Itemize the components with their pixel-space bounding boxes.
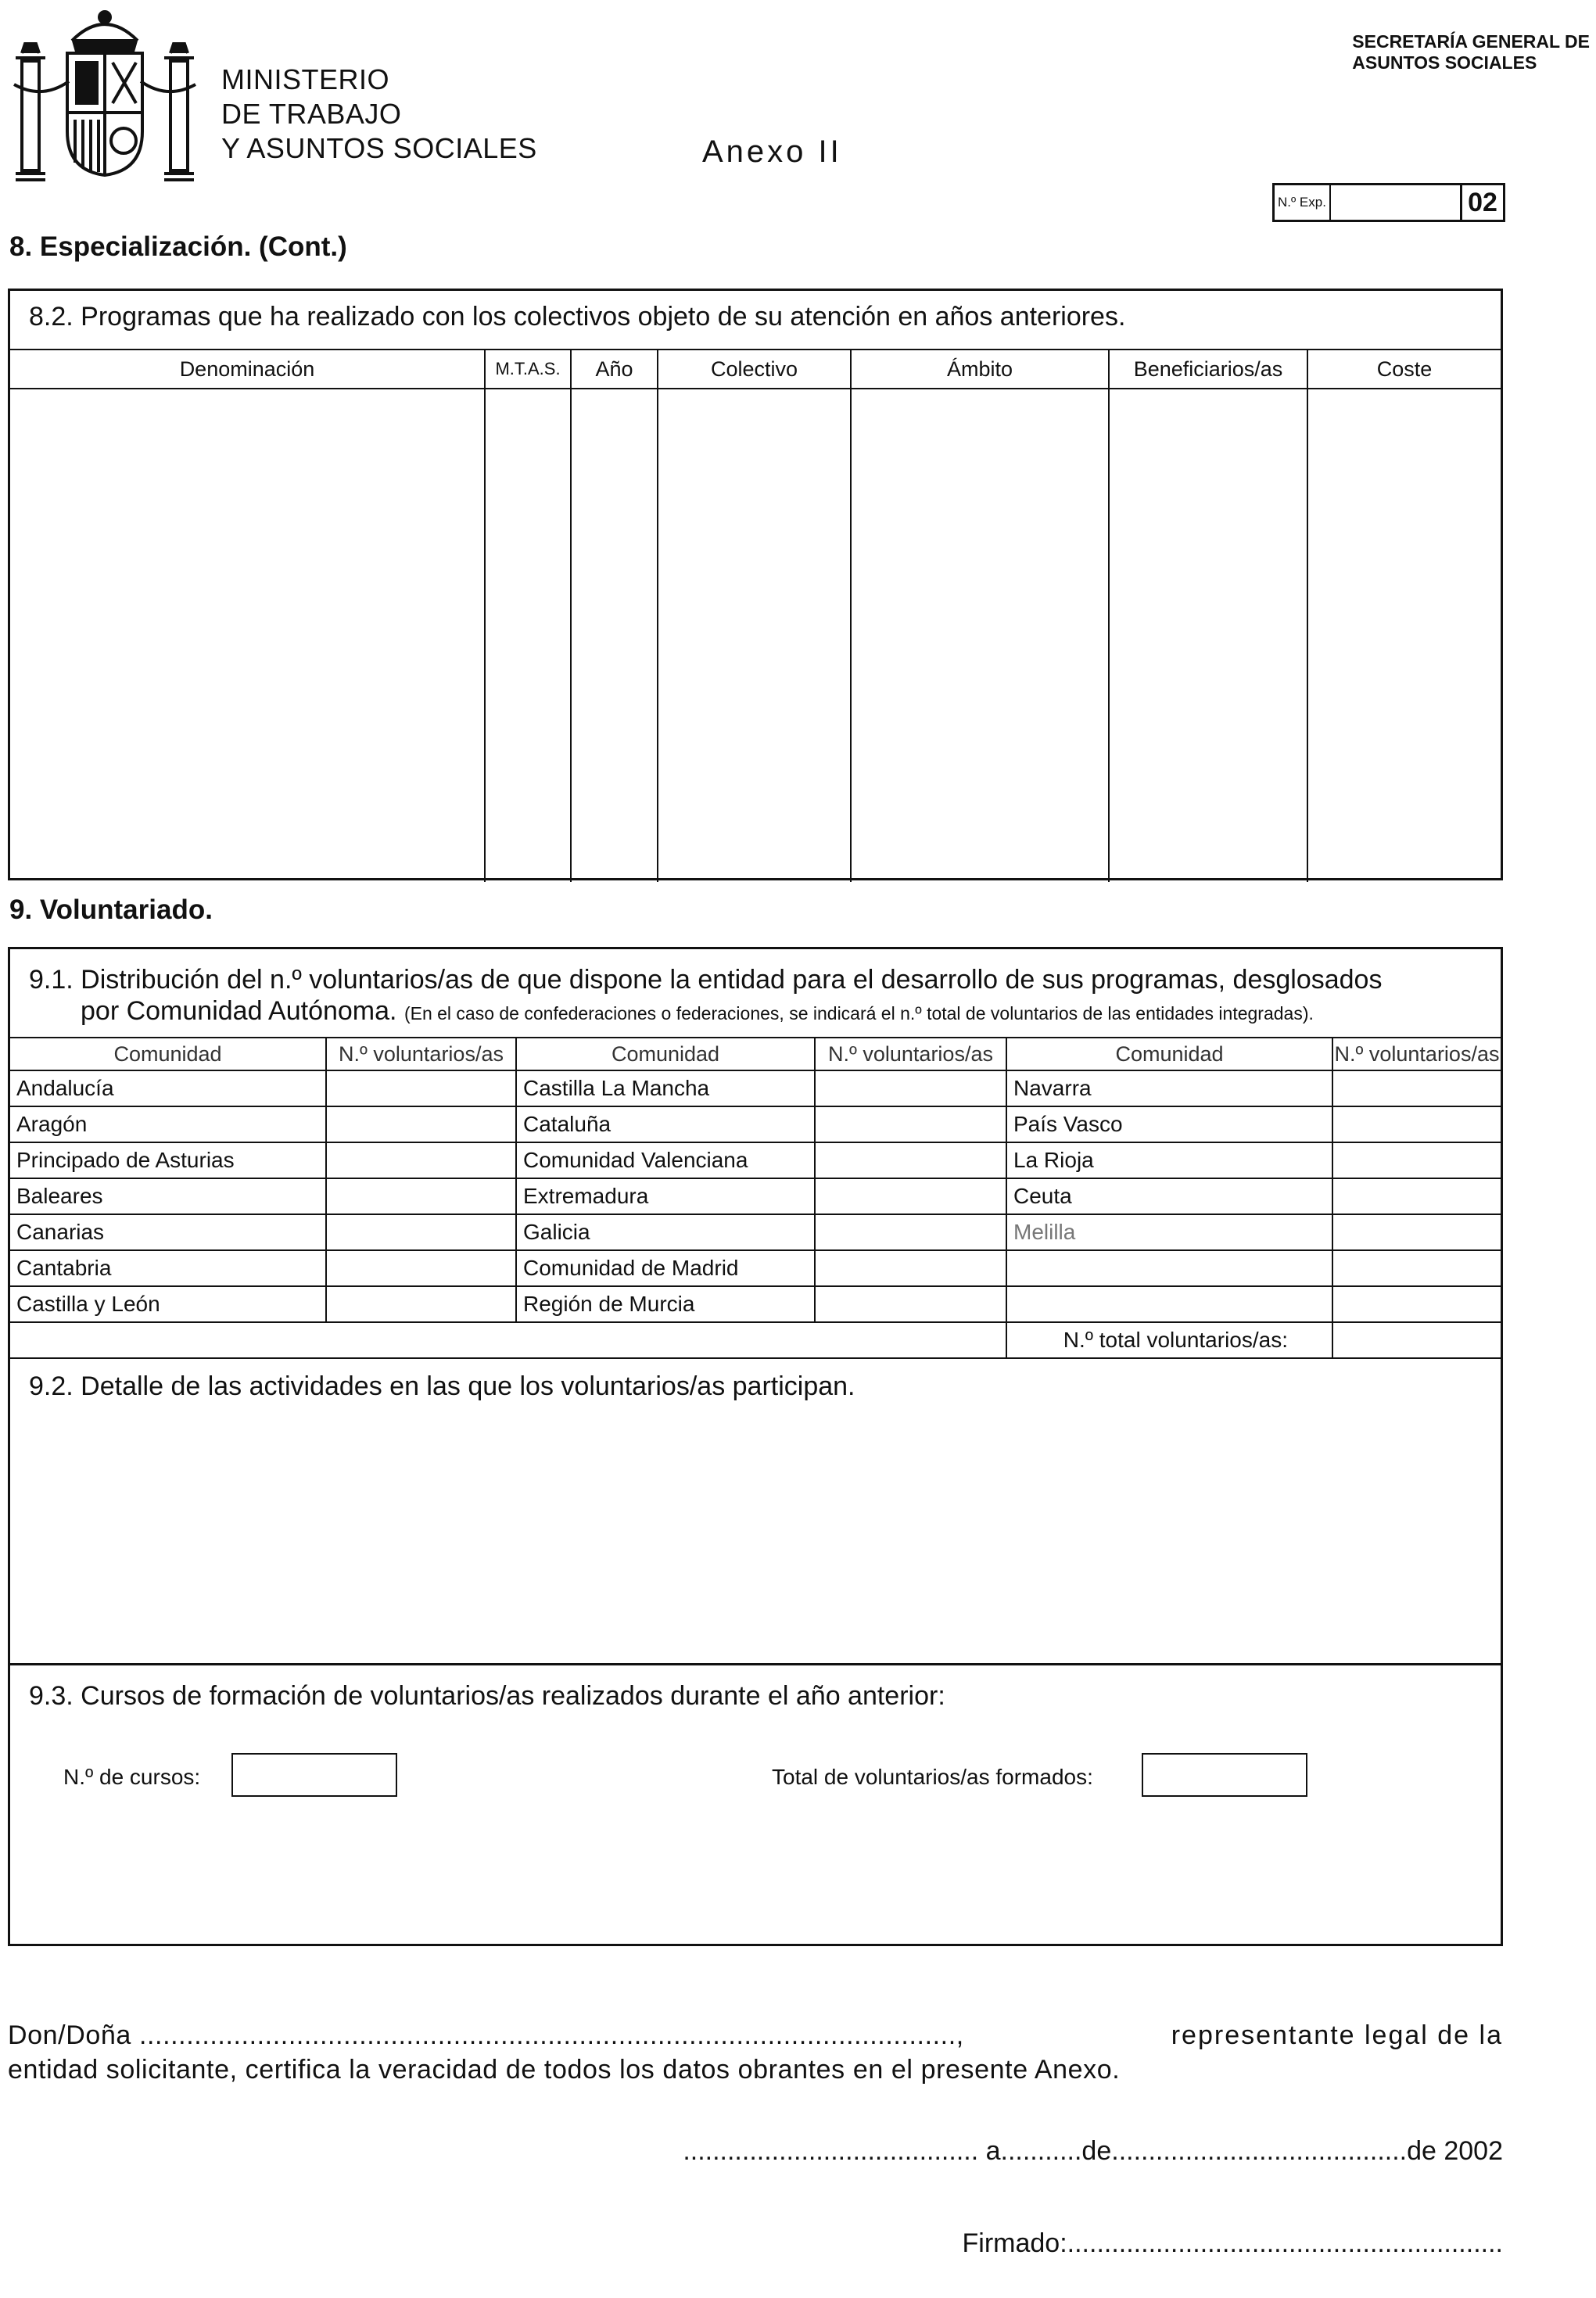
column-header-beneficiarios: Beneficiarios/as: [1109, 350, 1307, 389]
column-header-denominacion: Denominación: [10, 350, 485, 389]
region-name: Canarias: [10, 1214, 326, 1250]
volunteers-total-row: [10, 1322, 1501, 1358]
ministry-name-line-1: MINISTERIO: [221, 63, 390, 95]
programs-table-row: [10, 389, 1501, 882]
volunteer-count-cell[interactable]: [1332, 1178, 1501, 1214]
total-volunteers-cell[interactable]: [1332, 1322, 1501, 1358]
subsection-9-1-title: 9.1. Distribución del n.º voluntarios/as de que dispone la entidad para el desarrollo de sus programas, desglosados: [29, 965, 1383, 995]
certification-role: representante legal de la: [1171, 2020, 1503, 2050]
subsection-divider: [10, 1663, 1501, 1665]
trained-volunteers-label: Total de voluntarios/as formados:: [772, 1765, 1093, 1789]
secretaria-line-2: ASUNTOS SOCIALES: [1352, 52, 1537, 73]
region-name: Región de Murcia: [516, 1286, 815, 1322]
expedient-number-field[interactable]: [1331, 185, 1460, 220]
region-name: Cataluña: [516, 1106, 815, 1142]
column-header-comunidad: Comunidad: [1006, 1038, 1332, 1070]
volunteer-count-cell[interactable]: [1332, 1106, 1501, 1142]
volunteering-box: [8, 947, 1503, 1946]
column-header-comunidad: Comunidad: [516, 1038, 815, 1070]
volunteer-count-cell[interactable]: [326, 1286, 516, 1322]
volunteer-count-cell[interactable]: [326, 1070, 516, 1106]
signature-line: Firmado:...........................................................: [962, 2228, 1503, 2258]
volunteer-count-cell[interactable]: [326, 1178, 516, 1214]
volunteers-table-header: [10, 1038, 1501, 1070]
programs-table: [10, 349, 1501, 882]
volunteer-count-cell[interactable]: [1332, 1214, 1501, 1250]
volunteers-table-row: [10, 1106, 1501, 1142]
region-name: Melilla: [1006, 1214, 1332, 1250]
column-header-comunidad: Comunidad: [10, 1038, 326, 1070]
secretaria-line-1: SECRETARÍA GENERAL DE: [1352, 31, 1590, 52]
region-name: Principado de Asturias: [10, 1142, 326, 1178]
form-code: 02: [1460, 185, 1503, 220]
column-header-ano: Año: [571, 350, 658, 389]
mtas-cell[interactable]: [485, 389, 571, 882]
volunteers-table-row: [10, 1178, 1501, 1214]
annex-title: Anexo II: [702, 134, 842, 169]
region-name: La Rioja: [1006, 1142, 1332, 1178]
certification-line-1: [8, 2020, 1503, 2051]
coste-cell[interactable]: [1307, 389, 1501, 882]
expedient-number-box: [1272, 183, 1505, 222]
date-line: ........................................ a...........de........................................de 2002: [683, 2136, 1503, 2166]
volunteers-table-row: [10, 1286, 1501, 1322]
certification-line-2: entidad solicitante, certifica la veracidad de todos los datos obrantes en el presente Anexo.: [8, 2055, 1121, 2085]
ministry-name-line-2: DE TRABAJO: [221, 98, 402, 130]
subsection-9-3-title: 9.3. Cursos de formación de voluntarios/as realizados durante el año anterior:: [29, 1681, 945, 1711]
column-header-coste: Coste: [1307, 350, 1501, 389]
volunteer-count-cell[interactable]: [1332, 1250, 1501, 1286]
region-name: Castilla La Mancha: [516, 1070, 815, 1106]
section-8-title: 8. Especialización. (Cont.): [9, 231, 347, 262]
total-row-spacer: [815, 1322, 1006, 1358]
column-header-voluntarios: N.º voluntarios/as: [1332, 1038, 1501, 1070]
total-volunteers-label: N.º total voluntarios/as:: [1006, 1322, 1332, 1358]
region-name: Comunidad de Madrid: [516, 1250, 815, 1286]
region-name: Navarra: [1006, 1070, 1332, 1106]
column-header-mtas: M.T.A.S.: [485, 350, 571, 389]
region-name: Extremadura: [516, 1178, 815, 1214]
column-header-voluntarios: N.º voluntarios/as: [326, 1038, 516, 1070]
ambito-cell[interactable]: [851, 389, 1109, 882]
volunteers-table-row: [10, 1070, 1501, 1106]
volunteers-table-row: [10, 1250, 1501, 1286]
region-name: Galicia: [516, 1214, 815, 1250]
total-row-spacer: [326, 1322, 516, 1358]
volunteer-count-cell[interactable]: [1332, 1142, 1501, 1178]
certification-name-line: Don/Doña ........................................................................................................,: [8, 2020, 964, 2050]
expedient-label: N.º Exp.: [1275, 185, 1331, 220]
volunteer-count-cell[interactable]: [815, 1214, 1006, 1250]
volunteer-count-cell[interactable]: [1332, 1286, 1501, 1322]
column-header-colectivo: Colectivo: [658, 350, 851, 389]
programs-table-header: [10, 350, 1501, 389]
total-row-spacer: [516, 1322, 815, 1358]
region-name: País Vasco: [1006, 1106, 1332, 1142]
ano-cell[interactable]: [571, 389, 658, 882]
column-header-voluntarios: N.º voluntarios/as: [815, 1038, 1006, 1070]
region-name: Ceuta: [1006, 1178, 1332, 1214]
ministry-name-line-3: Y ASUNTOS SOCIALES: [221, 132, 537, 164]
volunteer-count-cell[interactable]: [815, 1106, 1006, 1142]
region-name: Cantabria: [10, 1250, 326, 1286]
denominacion-cell[interactable]: [10, 389, 485, 882]
volunteer-count-cell[interactable]: [326, 1214, 516, 1250]
secretaria-heading: [1352, 31, 1590, 73]
volunteer-count-cell[interactable]: [1332, 1070, 1501, 1106]
section-9-title: 9. Voluntariado.: [9, 894, 213, 925]
volunteer-count-cell[interactable]: [815, 1178, 1006, 1214]
region-name: Castilla y León: [10, 1286, 326, 1322]
total-row-spacer: [10, 1322, 326, 1358]
subsection-9-2-title: 9.2. Detalle de las actividades en las que los voluntarios/as participan.: [29, 1371, 855, 1401]
beneficiarios-cell[interactable]: [1109, 389, 1307, 882]
volunteer-count-cell[interactable]: [326, 1250, 516, 1286]
region-name: [1006, 1250, 1332, 1286]
volunteers-table-row: [10, 1214, 1501, 1250]
volunteer-count-cell[interactable]: [326, 1142, 516, 1178]
volunteer-count-cell[interactable]: [815, 1250, 1006, 1286]
programs-box-title: 8.2. Programas que ha realizado con los colectivos objeto de su atención en años anteriores.: [29, 302, 1126, 332]
programs-box: [8, 289, 1503, 880]
volunteer-count-cell[interactable]: [326, 1106, 516, 1142]
region-name: [1006, 1286, 1332, 1322]
courses-count-field[interactable]: [231, 1753, 397, 1797]
subsection-9-1-note: (En el caso de confederaciones o federaciones, se indicará el n.º total de voluntarios de las entidades integradas).: [403, 1003, 1314, 1024]
colectivo-cell[interactable]: [658, 389, 851, 882]
subsection-9-1-title-cont: [81, 996, 1314, 1027]
trained-volunteers-field[interactable]: [1142, 1753, 1307, 1797]
region-name: Comunidad Valenciana: [516, 1142, 815, 1178]
courses-count-label: N.º de cursos:: [63, 1765, 201, 1789]
volunteers-table: [10, 1037, 1501, 1359]
region-name: Baleares: [10, 1178, 326, 1214]
column-header-ambito: Ámbito: [851, 350, 1109, 389]
coat-of-arms-icon: [11, 6, 199, 185]
volunteer-count-cell[interactable]: [815, 1070, 1006, 1106]
subsection-9-1-line-2: por Comunidad Autónoma.: [81, 996, 397, 1026]
region-name: Aragón: [10, 1106, 326, 1142]
region-name: Andalucía: [10, 1070, 326, 1106]
volunteer-count-cell[interactable]: [815, 1286, 1006, 1322]
volunteer-count-cell[interactable]: [815, 1142, 1006, 1178]
volunteers-table-row: [10, 1142, 1501, 1178]
